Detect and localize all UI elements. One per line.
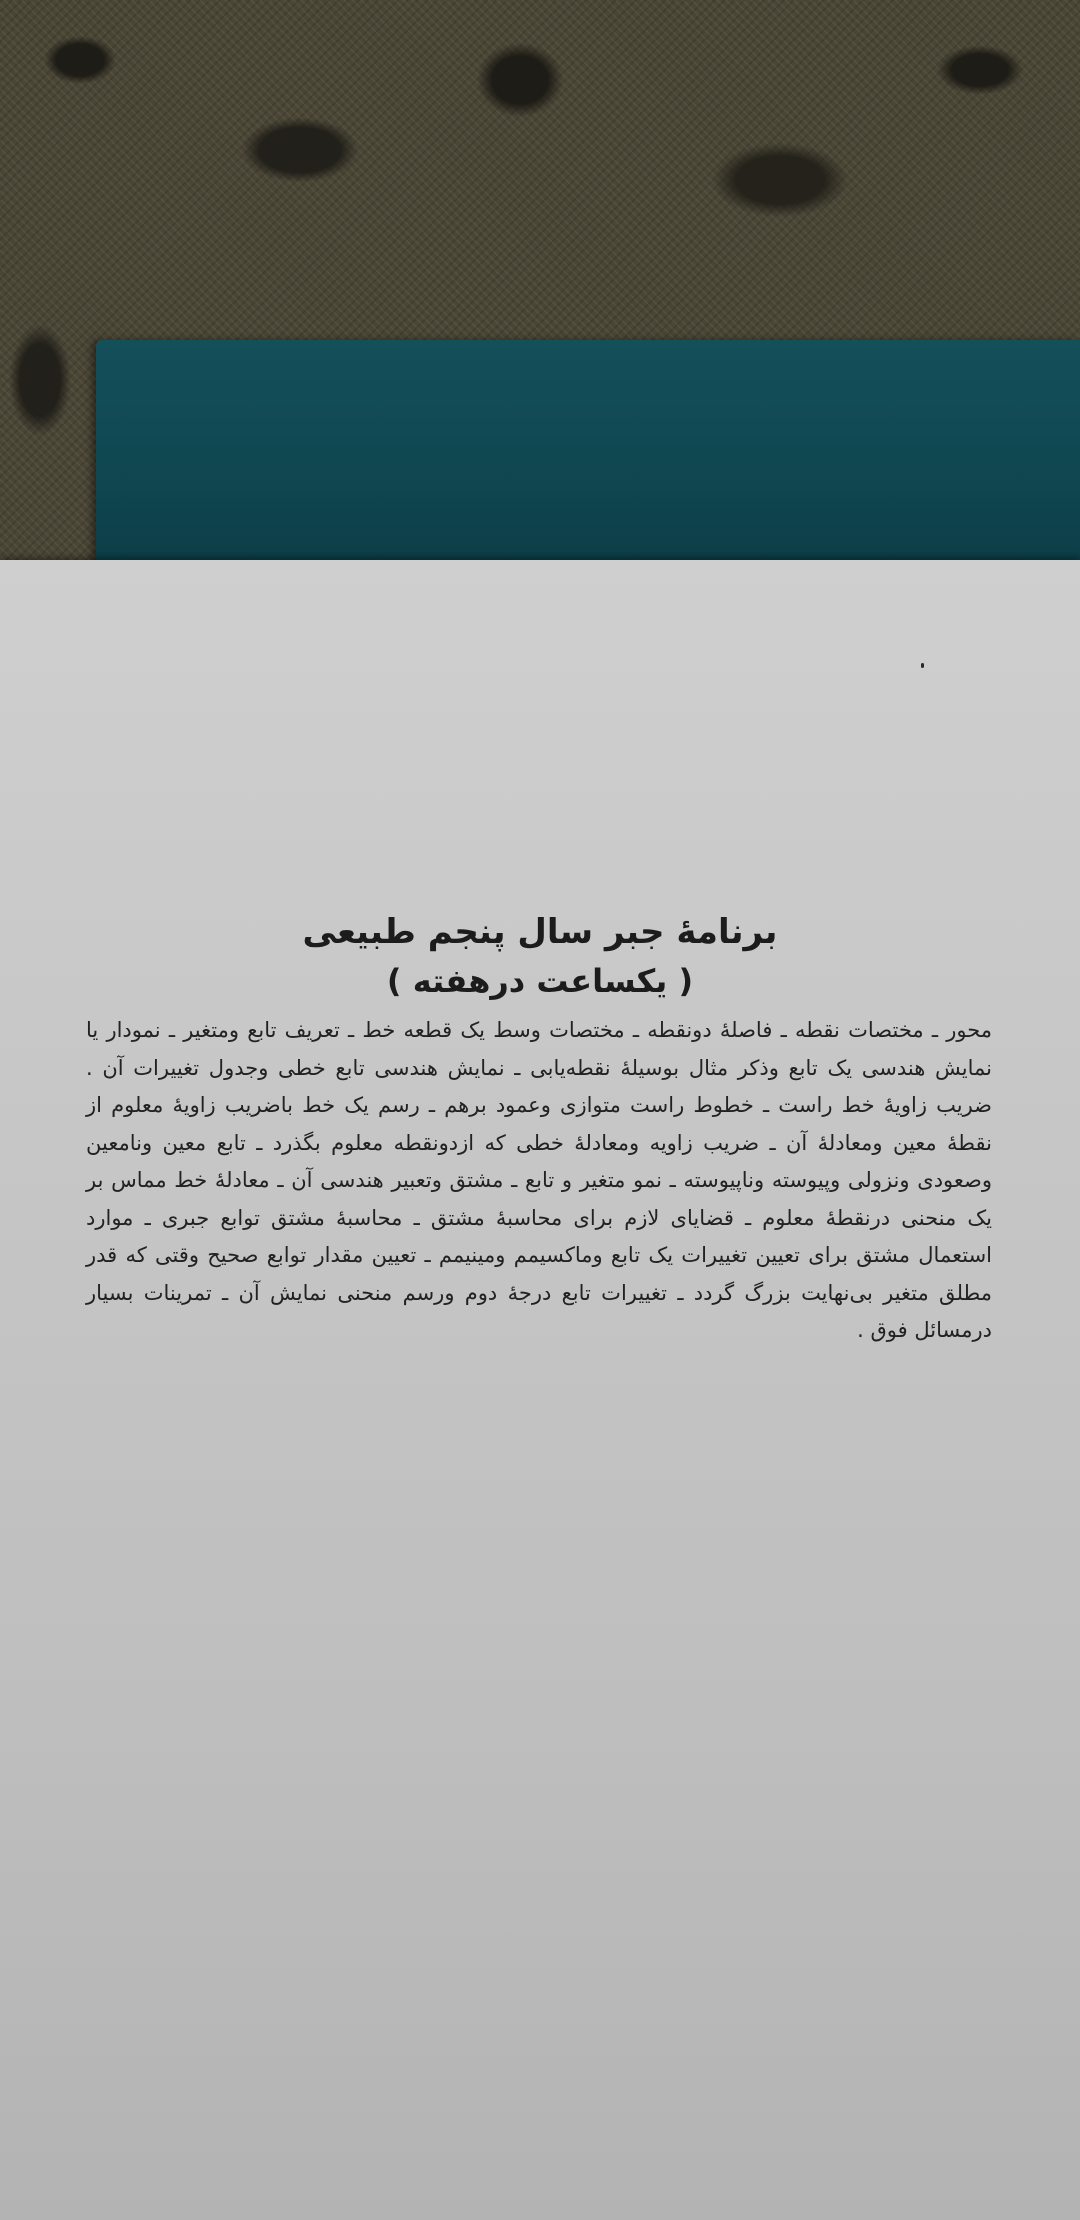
page-subtitle: ( یکساعت درهفته ) [386, 962, 694, 1000]
page-title: برنامهٔ جبر سال پنجم طبیعی [302, 912, 778, 952]
syllabus-paragraph: محور ـ مختصات نقطه ـ فاصلهٔ دونقطه ـ مختصات وسط یک قطعه خط ـ تعریف تابع ومتغیر ـ نمودار یا نمایش هندسی یک تابع وذکر مثال بوسیلهٔ نقطه‌یابی ـ نمایش هندسی تابع خطی وجدول تغییرات آن . ضریب زاویهٔ خط راست ـ خطوط راست متوازی وعمود برهم ـ رسم یک خط باضریب زاویهٔ معلوم از نقطهٔ معین ومعادلهٔ آن ـ ضریب زاویه ومعادلهٔ خطی که ازدونقطه معلوم بگذرد ـ تابع معین ونامعین وصعودی ونزولی وپیوسته وناپیوسته ـ نمو متغیر و تابع ـ مشتق وتعبیر هندسی آن ـ معادلهٔ خط مماس بر یک منحنی درنقطهٔ معلوم ـ قضایای لازم برای محاسبهٔ مشتق ـ محاسبهٔ مشتق توابع جبری ـ موارد استعمال مشتق برای تعیین تغییرات یک تابع وماکسیمم ومینیمم ـ تعیین مقدار توابع صحیح وقتی که قدر مطلق متغیر بی‌نهایت بزرگ گردد ـ تغییرات تابع درجهٔ دوم ورسم منحنی نمایش آن ـ تمرینات بسیار درمسائل فوق . [86, 1018, 992, 1342]
page-sheet [0, 560, 1080, 2220]
book-cover [96, 340, 1080, 580]
ink-speck [921, 663, 924, 668]
